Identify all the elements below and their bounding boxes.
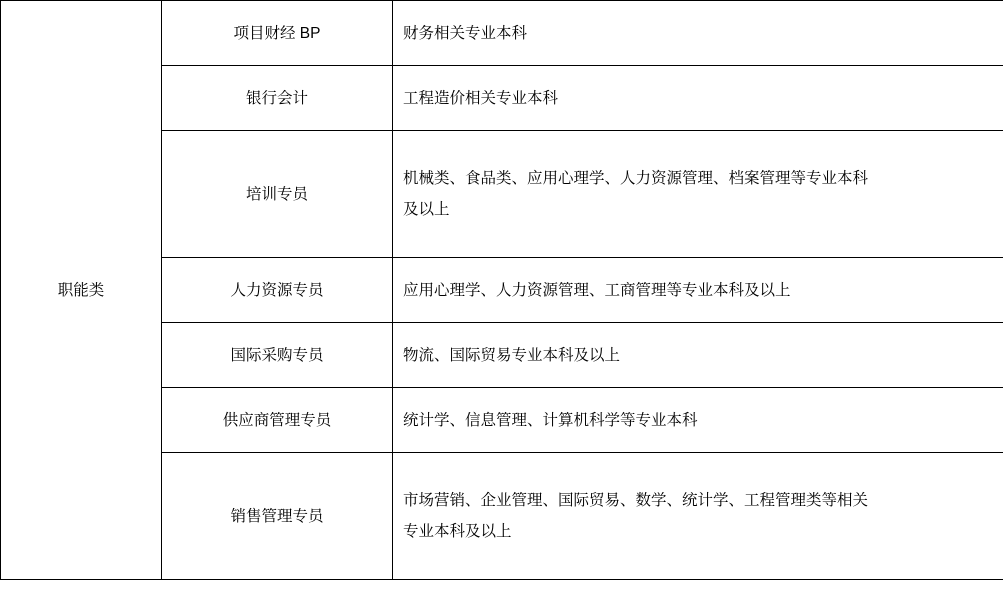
requirement-line: 专业本科及以上: [403, 523, 512, 540]
role-cell: 培训专员: [162, 131, 393, 258]
requirement-line: 统计学、信息管理、计算机科学等专业本科: [403, 411, 698, 429]
category-cell-functional: 职能类: [1, 1, 162, 580]
requirement-line: 应用心理学、人力资源管理、工商管理等专业本科及以上: [403, 281, 791, 299]
role-cell: 销售管理专员: [162, 453, 393, 580]
requirement-cell: [393, 388, 1003, 453]
role-cell: 国际采购专员: [162, 323, 393, 388]
requirement-line: 及以上: [403, 201, 450, 218]
requirement-cell: [393, 323, 1003, 388]
role-cell: 银行会计: [162, 66, 393, 131]
table-row: [1, 1, 1003, 66]
role-cell: 供应商管理专员: [162, 388, 393, 453]
requirement-cell: [393, 258, 1003, 323]
table-body: [1, 1, 1003, 580]
requirement-cell: [393, 131, 1003, 258]
requirement-cell: [393, 66, 1003, 131]
requirement-line: 财务相关专业本科: [403, 24, 528, 42]
requirement-line: 机械类、食品类、应用心理学、人力资源管理、档案管理等专业本科: [403, 170, 869, 187]
requirement-cell: [393, 1, 1003, 66]
requirement-line: 工程造价相关专业本科: [403, 89, 559, 107]
requirement-cell: [393, 453, 1003, 580]
requirement-line: 市场营销、企业管理、国际贸易、数学、统计学、工程管理类等相关: [403, 492, 869, 509]
role-cell: 人力资源专员: [162, 258, 393, 323]
role-cell: 项目财经 BP: [162, 1, 393, 66]
requirement-line: 物流、国际贸易专业本科及以上: [403, 346, 621, 364]
